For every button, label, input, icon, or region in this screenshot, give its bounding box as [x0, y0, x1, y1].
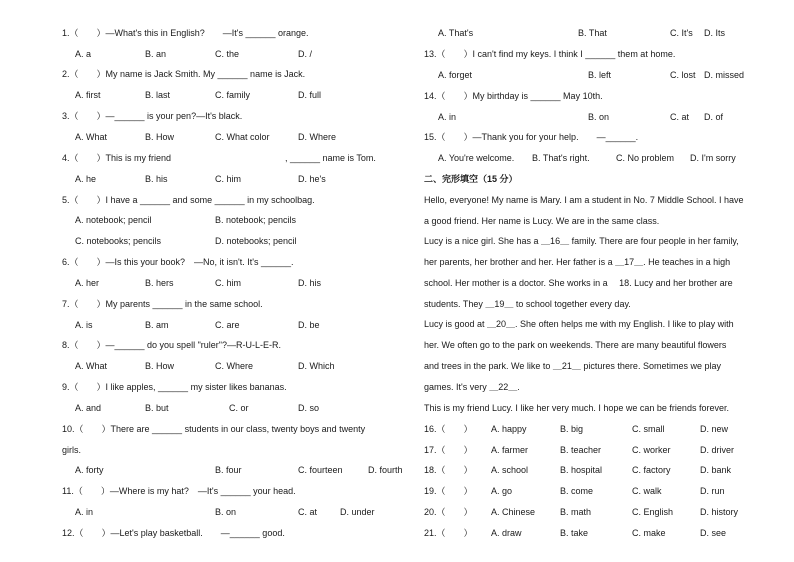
cloze-21-option-a[interactable]: A. draw: [491, 528, 522, 538]
q1-option-a[interactable]: A. a: [75, 49, 92, 59]
q5-option-c[interactable]: C. notebooks; pencils: [75, 236, 162, 246]
q11-option-b[interactable]: B. on: [215, 507, 237, 517]
cloze-20-option-d[interactable]: D. history: [700, 507, 739, 517]
passage-line-11: This is my friend Lucy. I like her very much. I hope we can be friends forever.: [424, 403, 729, 413]
q15-option-a[interactable]: A. You're welcome.: [438, 153, 515, 163]
cloze-19-option-a[interactable]: A. go: [491, 486, 513, 496]
question-14-stem: 14.（ ）My birthday is ______ May 10th.: [424, 91, 603, 101]
q12-option-c[interactable]: C. It's: [670, 28, 693, 38]
question-1-stem: 1.（ ）—What's this in English? —It's ______ orange.: [62, 28, 309, 38]
q9-option-a[interactable]: A. and: [75, 403, 102, 413]
cloze-18-option-a[interactable]: A. school: [491, 465, 529, 475]
q14-option-a[interactable]: A. in: [438, 112, 457, 122]
q2-option-a[interactable]: A. first: [75, 90, 101, 100]
q8-option-a[interactable]: A. What: [75, 361, 108, 371]
q2-option-b[interactable]: B. last: [145, 90, 171, 100]
cloze-19-option-b[interactable]: B. come: [560, 486, 594, 496]
cloze-17-number: 17.（ ）: [424, 445, 473, 455]
cloze-19-option-c[interactable]: C. walk: [632, 486, 662, 496]
question-11-stem: 11.（ ）—Where is my hat? —It's ______ your head.: [62, 486, 296, 496]
q12-option-b[interactable]: B. That: [578, 28, 607, 38]
q9-option-b[interactable]: B. but: [145, 403, 169, 413]
cloze-20-option-b[interactable]: B. math: [560, 507, 592, 517]
cloze-21-option-c[interactable]: C. make: [632, 528, 666, 538]
q4-option-c[interactable]: C. him: [215, 174, 242, 184]
section-title: 二、完形填空（15 分）: [424, 174, 518, 184]
q11-option-d[interactable]: D. under: [340, 507, 375, 517]
q2-option-c[interactable]: C. family: [215, 90, 251, 100]
q8-option-d[interactable]: D. Which: [298, 361, 335, 371]
q10-option-c[interactable]: C. fourteen: [298, 465, 343, 475]
q10-option-a[interactable]: A. forty: [75, 465, 104, 475]
passage-line-5: school. Her mother is a doctor. She works in a 18. Lucy and her brother are: [424, 278, 733, 288]
q3-option-b[interactable]: B. How: [145, 132, 175, 142]
q1-option-d[interactable]: D. /: [298, 49, 313, 59]
cloze-16-option-b[interactable]: B. big: [560, 424, 584, 434]
passage-line-10: games. It's very ＿22＿.: [424, 382, 520, 392]
question-4-stem: 4.（ ）This is my friend: [62, 153, 172, 163]
passage-line-8: her. We often go to the park on weekends. There are many beautiful flowers: [424, 340, 727, 350]
question-8-stem: 8.（ ）—______ do you spell "ruler"?—R-U-L-E-R.: [62, 340, 281, 350]
cloze-21-number: 21.（ ）: [424, 528, 473, 538]
cloze-16-option-d[interactable]: D. new: [700, 424, 729, 434]
question-2-stem: 2.（ ）My name is Jack Smith. My ______ name is Jack.: [62, 69, 306, 79]
q5-option-b[interactable]: B. notebook; pencils: [215, 215, 297, 225]
cloze-16-number: 16.（ ）: [424, 424, 473, 434]
q2-option-d[interactable]: D. full: [298, 90, 322, 100]
cloze-20-option-a[interactable]: A. Chinese: [491, 507, 536, 517]
passage-line-2: a good friend. Her name is Lucy. We are in the same class.: [424, 216, 660, 226]
q15-option-c[interactable]: C. No problem: [616, 153, 675, 163]
q1-option-b[interactable]: B. an: [145, 49, 167, 59]
passage-line-6: students. They ＿19＿ to school together every day.: [424, 299, 631, 309]
cloze-19-option-d[interactable]: D. run: [700, 486, 725, 496]
question-9-stem: 9.（ ）I like apples, ______ my sister likes bananas.: [62, 382, 287, 392]
q13-option-c[interactable]: C. lost: [670, 70, 696, 80]
q13-option-d[interactable]: D. missed: [704, 70, 745, 80]
q3-option-a[interactable]: A. What: [75, 132, 108, 142]
q6-option-a[interactable]: A. her: [75, 278, 100, 288]
q13-option-a[interactable]: A. forget: [438, 70, 473, 80]
q13-option-b[interactable]: B. left: [588, 70, 612, 80]
q4-option-a[interactable]: A. he: [75, 174, 97, 184]
q7-option-c[interactable]: C. are: [215, 320, 240, 330]
q12-option-d[interactable]: D. Its: [704, 28, 726, 38]
q7-option-b[interactable]: B. am: [145, 320, 169, 330]
question-5-stem: 5.（ ）I have a ______ and some ______ in my schoolbag.: [62, 195, 315, 205]
passage-line-7: Lucy is good at ＿20＿. She often helps me with my English. I like to play with: [424, 319, 734, 329]
q3-option-c[interactable]: C. What color: [215, 132, 270, 142]
q5-option-a[interactable]: A. notebook; pencil: [75, 215, 152, 225]
q9-option-d[interactable]: D. so: [298, 403, 320, 413]
cloze-16-option-c[interactable]: C. small: [632, 424, 665, 434]
q9-option-c[interactable]: C. or: [229, 403, 249, 413]
q14-option-c[interactable]: C. at: [670, 112, 690, 122]
q6-option-d[interactable]: D. his: [298, 278, 322, 288]
cloze-18-option-d[interactable]: D. bank: [700, 465, 732, 475]
cloze-20-number: 20.（ ）: [424, 507, 473, 517]
q12-option-a[interactable]: A. That's: [438, 28, 474, 38]
passage-line-3: Lucy is a nice girl. She has a ＿16＿ family. There are four people in her family,: [424, 236, 739, 246]
cloze-18-number: 18.（ ）: [424, 465, 473, 475]
right-column: [420, 0, 794, 562]
cloze-16-option-a[interactable]: A. happy: [491, 424, 527, 434]
question-10-stem-line2: girls.: [62, 445, 82, 455]
q15-option-d[interactable]: D. I'm sorry: [690, 153, 736, 163]
cloze-21-option-d[interactable]: D. see: [700, 528, 727, 538]
question-6-stem: 6.（ ）—Is this your book? —No, it isn't. It's ______.: [62, 257, 294, 267]
q6-option-b[interactable]: B. hers: [145, 278, 174, 288]
question-3-stem: 3.（ ）—______ is your pen?—It's black.: [62, 111, 243, 121]
cloze-18-option-b[interactable]: B. hospital: [560, 465, 603, 475]
cloze-17-option-a[interactable]: A. farmer: [491, 445, 529, 455]
q6-option-c[interactable]: C. him: [215, 278, 242, 288]
q10-option-d[interactable]: D. fourth: [368, 465, 403, 475]
passage-line-4: her parents, her brother and her. Her father is a ＿17＿. He teaches in a high: [424, 257, 731, 267]
q7-option-d[interactable]: D. be: [298, 320, 320, 330]
q4-option-b[interactable]: B. his: [145, 174, 168, 184]
cloze-20-option-c[interactable]: C. English: [632, 507, 674, 517]
question-10-stem: 10.（ ）There are ______ students in our class, twenty boys and twenty: [62, 424, 366, 434]
cloze-17-option-c[interactable]: C. worker: [632, 445, 671, 455]
question-15-stem: 15.（ ）—Thank you for your help. —______.: [424, 132, 639, 142]
q4-option-d[interactable]: D. he's: [298, 174, 326, 184]
passage-line-1: Hello, everyone! My name is Mary. I am a student in No. 7 Middle School. I have: [424, 195, 744, 205]
q8-option-c[interactable]: C. Where: [215, 361, 254, 371]
cloze-17-option-b[interactable]: B. teacher: [560, 445, 602, 455]
cloze-18-option-c[interactable]: C. factory: [632, 465, 671, 475]
question-7-stem: 7.（ ）My parents ______ in the same school.: [62, 299, 263, 309]
q7-option-a[interactable]: A. is: [75, 320, 93, 330]
cloze-17-option-d[interactable]: D. driver: [700, 445, 735, 455]
passage-line-9: and trees in the park. We like to ＿21＿ pictures there. Sometimes we play: [424, 361, 721, 371]
q11-option-a[interactable]: A. in: [75, 507, 94, 517]
question-4-stem-tail: , ______ name is Tom.: [285, 153, 376, 163]
q1-option-c[interactable]: C. the: [215, 49, 240, 59]
cloze-21-option-b[interactable]: B. take: [560, 528, 589, 538]
q14-option-d[interactable]: D. of: [704, 112, 724, 122]
cloze-19-number: 19.（ ）: [424, 486, 473, 496]
question-13-stem: 13.（ ）I can't find my keys. I think I ______ them at home.: [424, 49, 676, 59]
q10-option-b[interactable]: B. four: [215, 465, 242, 475]
q14-option-b[interactable]: B. on: [588, 112, 610, 122]
q11-option-c[interactable]: C. at: [298, 507, 318, 517]
q5-option-d[interactable]: D. notebooks; pencil: [215, 236, 297, 246]
q3-option-d[interactable]: D. Where: [298, 132, 337, 142]
question-12-stem: 12.（ ）—Let's play basketball. —______ good.: [62, 528, 285, 538]
q15-option-b[interactable]: B. That's right.: [532, 153, 590, 163]
q8-option-b[interactable]: B. How: [145, 361, 175, 371]
